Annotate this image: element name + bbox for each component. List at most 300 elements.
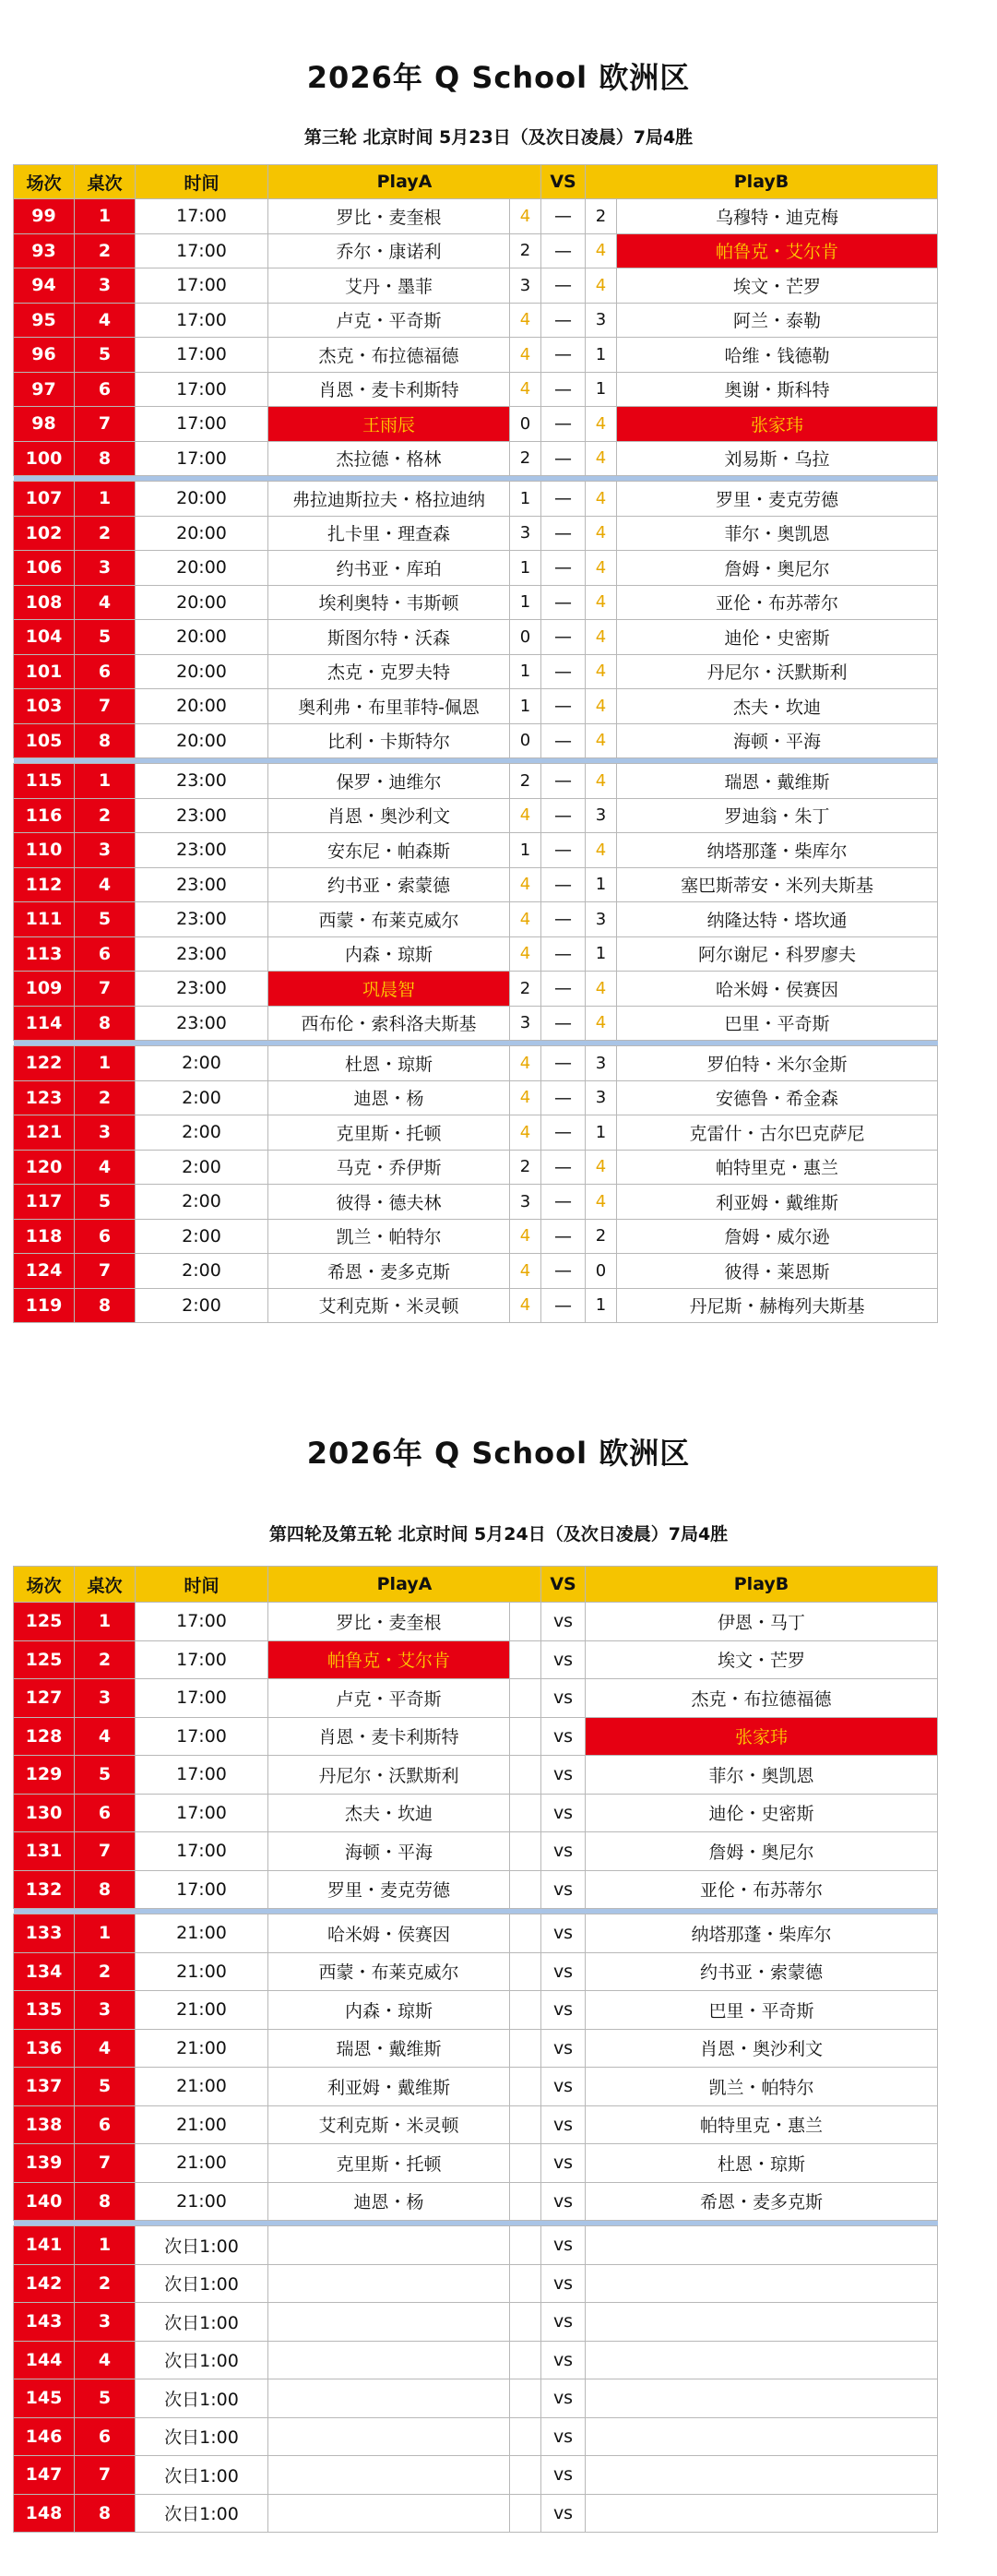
player-a-name: 彼得・德夫林 xyxy=(268,1185,510,1220)
match-time: 23:00 xyxy=(136,833,268,868)
match-number: 112 xyxy=(14,867,75,902)
player-b-name xyxy=(586,2494,938,2533)
player-b-name xyxy=(586,2379,938,2418)
player-b-name: 肖恩・奥沙利文 xyxy=(586,2029,938,2068)
player-a-score xyxy=(510,2029,541,2068)
match-time: 20:00 xyxy=(136,654,268,689)
table-number: 5 xyxy=(75,902,136,937)
table-number: 5 xyxy=(75,1185,136,1220)
player-a-score: 4 xyxy=(510,199,541,234)
player-a-name xyxy=(268,2494,510,2533)
table-row xyxy=(14,1870,938,1909)
table-number: 2 xyxy=(75,233,136,268)
match-number: 141 xyxy=(14,2226,75,2265)
vs-dash: — xyxy=(541,1046,586,1081)
match-number: 97 xyxy=(14,372,75,407)
player-a-name: 杰拉德・格林 xyxy=(268,441,510,476)
vs-dash: — xyxy=(541,972,586,1007)
match-number: 114 xyxy=(14,1006,75,1041)
match-number: 101 xyxy=(14,654,75,689)
match-time: 21:00 xyxy=(136,1991,268,2030)
table-row xyxy=(14,482,938,517)
match-time: 20:00 xyxy=(136,551,268,586)
match-number: 136 xyxy=(14,2029,75,2068)
table-row xyxy=(14,2264,938,2303)
player-a-name: 杜恩・琼斯 xyxy=(268,1046,510,1081)
table-row xyxy=(14,2379,938,2418)
player-a-name: 肖恩・麦卡利斯特 xyxy=(268,372,510,407)
table-row xyxy=(14,833,938,868)
match-time: 次日1:00 xyxy=(136,2264,268,2303)
player-a-name: 扎卡里・理查森 xyxy=(268,516,510,551)
player-a-name: 奥利弗・布里菲特-佩恩 xyxy=(268,689,510,724)
match-time: 2:00 xyxy=(136,1254,268,1289)
match-number: 132 xyxy=(14,1870,75,1909)
player-a-score xyxy=(510,2105,541,2144)
table-number: 7 xyxy=(75,407,136,442)
player-b-score: 2 xyxy=(586,199,617,234)
match-time: 次日1:00 xyxy=(136,2494,268,2533)
player-b-score: 4 xyxy=(586,723,617,758)
match-time: 21:00 xyxy=(136,2144,268,2183)
player-b-name: 詹姆・威尔逊 xyxy=(617,1219,938,1254)
player-a-score: 4 xyxy=(510,1219,541,1254)
player-b-name: 彼得・莱恩斯 xyxy=(617,1254,938,1289)
player-b-score: 4 xyxy=(586,407,617,442)
table-number: 7 xyxy=(75,689,136,724)
vs-label: vs xyxy=(541,2494,586,2533)
player-a-score: 2 xyxy=(510,1150,541,1185)
table-number: 4 xyxy=(75,585,136,620)
table-number: 1 xyxy=(75,764,136,799)
table-row xyxy=(14,2144,938,2183)
table-number: 7 xyxy=(75,1832,136,1871)
vs-dash: — xyxy=(541,1254,586,1289)
table-number: 6 xyxy=(75,372,136,407)
player-b-name: 海顿・平海 xyxy=(617,723,938,758)
vs-dash: — xyxy=(541,620,586,655)
player-b-score: 1 xyxy=(586,1288,617,1323)
player-a-name: 卢克・平奇斯 xyxy=(268,303,510,338)
vs-dash: — xyxy=(541,441,586,476)
match-time: 17:00 xyxy=(136,233,268,268)
match-number: 99 xyxy=(14,199,75,234)
player-b-name: 乌穆特・迪克梅 xyxy=(617,199,938,234)
match-time: 21:00 xyxy=(136,2105,268,2144)
player-a-name: 罗里・麦克劳德 xyxy=(268,1870,510,1909)
vs-dash: — xyxy=(541,798,586,833)
match-number: 95 xyxy=(14,303,75,338)
table-number: 7 xyxy=(75,2144,136,2183)
table-number: 5 xyxy=(75,1756,136,1795)
match-number: 147 xyxy=(14,2456,75,2495)
player-b-score: 4 xyxy=(586,482,617,517)
player-a-name: 希恩・麦多克斯 xyxy=(268,1254,510,1289)
match-time: 23:00 xyxy=(136,972,268,1007)
match-number: 116 xyxy=(14,798,75,833)
match-time: 次日1:00 xyxy=(136,2417,268,2456)
player-b-name: 丹尼尔・沃默斯利 xyxy=(617,654,938,689)
match-time: 21:00 xyxy=(136,1914,268,1953)
match-time: 17:00 xyxy=(136,1756,268,1795)
player-b-name: 安德鲁・希金森 xyxy=(617,1080,938,1115)
table-row xyxy=(14,2226,938,2265)
player-b-name: 杰夫・坎迪 xyxy=(617,689,938,724)
table-number: 6 xyxy=(75,654,136,689)
player-a-name: 利亚姆・戴维斯 xyxy=(268,2068,510,2106)
match-number: 144 xyxy=(14,2341,75,2379)
table-number: 4 xyxy=(75,2341,136,2379)
match-time: 17:00 xyxy=(136,1717,268,1756)
table-number: 2 xyxy=(75,798,136,833)
match-time: 21:00 xyxy=(136,2182,268,2221)
vs-label: vs xyxy=(541,1756,586,1795)
player-a-score: 4 xyxy=(510,372,541,407)
vs-dash: — xyxy=(541,1115,586,1151)
match-number: 108 xyxy=(14,585,75,620)
player-b-score: 4 xyxy=(586,833,617,868)
table-row xyxy=(14,936,938,972)
match-number: 102 xyxy=(14,516,75,551)
table-number: 6 xyxy=(75,2105,136,2144)
player-a-score xyxy=(510,1870,541,1909)
round3-schedule-table xyxy=(13,164,938,1323)
table-number: 3 xyxy=(75,1115,136,1151)
table-number: 8 xyxy=(75,2182,136,2221)
player-a-score xyxy=(510,2182,541,2221)
player-b-name: 张家玮 xyxy=(586,1717,938,1756)
table-row xyxy=(14,620,938,655)
player-a-score xyxy=(510,1756,541,1795)
vs-dash: — xyxy=(541,654,586,689)
round4-subtitle: 第四轮及第五轮 北京时间 5月24日（及次日凌晨）7局4胜 xyxy=(268,1524,729,1544)
player-b-name: 张家玮 xyxy=(617,407,938,442)
player-a-name: 约书亚・库珀 xyxy=(268,551,510,586)
vs-label: vs xyxy=(541,2264,586,2303)
header-time: 时间 xyxy=(136,1567,268,1603)
match-time: 17:00 xyxy=(136,372,268,407)
player-b-score: 4 xyxy=(586,689,617,724)
player-b-score: 2 xyxy=(586,1219,617,1254)
match-time: 23:00 xyxy=(136,1006,268,1041)
table-row xyxy=(14,199,938,234)
player-a-score xyxy=(510,1914,541,1953)
player-a-score: 4 xyxy=(510,1254,541,1289)
player-a-score: 2 xyxy=(510,764,541,799)
table-row xyxy=(14,1150,938,1185)
match-number: 122 xyxy=(14,1046,75,1081)
player-b-name: 瑞恩・戴维斯 xyxy=(617,764,938,799)
match-time: 20:00 xyxy=(136,482,268,517)
match-number: 128 xyxy=(14,1717,75,1756)
player-b-name: 纳塔那蓬・柴库尔 xyxy=(586,1914,938,1953)
vs-label: vs xyxy=(541,1832,586,1871)
header-vs: VS xyxy=(541,1567,586,1603)
match-time: 17:00 xyxy=(136,338,268,373)
table-row xyxy=(14,1006,938,1041)
vs-dash: — xyxy=(541,764,586,799)
player-a-name: 安东尼・帕森斯 xyxy=(268,833,510,868)
player-a-score: 3 xyxy=(510,1185,541,1220)
table-row xyxy=(14,516,938,551)
player-b-name: 克雷什・古尔巴克萨尼 xyxy=(617,1115,938,1151)
match-time: 23:00 xyxy=(136,936,268,972)
player-b-name: 杰克・布拉德福德 xyxy=(586,1679,938,1718)
match-number: 113 xyxy=(14,936,75,972)
player-a-name: 克里斯・托顿 xyxy=(268,1115,510,1151)
table-row xyxy=(14,303,938,338)
match-number: 93 xyxy=(14,233,75,268)
table-row xyxy=(14,1640,938,1679)
player-b-name: 埃文・芒罗 xyxy=(586,1640,938,1679)
table-row xyxy=(14,268,938,304)
table-row xyxy=(14,689,938,724)
vs-dash: — xyxy=(541,1150,586,1185)
header-player-b: PlayB xyxy=(586,1567,938,1603)
table-row xyxy=(14,2341,938,2379)
player-b-name: 亚伦・布苏蒂尔 xyxy=(617,585,938,620)
player-a-score xyxy=(510,2303,541,2342)
player-a-name: 马克・乔伊斯 xyxy=(268,1150,510,1185)
vs-label: vs xyxy=(541,2303,586,2342)
player-a-score xyxy=(510,1991,541,2030)
match-number: 107 xyxy=(14,482,75,517)
match-time: 20:00 xyxy=(136,516,268,551)
vs-label: vs xyxy=(541,2417,586,2456)
table-number: 2 xyxy=(75,516,136,551)
match-time: 次日1:00 xyxy=(136,2341,268,2379)
vs-dash: — xyxy=(541,902,586,937)
match-number: 140 xyxy=(14,2182,75,2221)
vs-dash: — xyxy=(541,372,586,407)
player-a-score: 4 xyxy=(510,1288,541,1323)
table-row xyxy=(14,1046,938,1081)
table-row xyxy=(14,1603,938,1641)
match-time: 17:00 xyxy=(136,1870,268,1909)
match-time: 21:00 xyxy=(136,2029,268,2068)
table-number: 8 xyxy=(75,2494,136,2533)
vs-label: vs xyxy=(541,2341,586,2379)
player-a-name: 迪恩・杨 xyxy=(268,2182,510,2221)
player-b-score: 4 xyxy=(586,516,617,551)
match-time: 2:00 xyxy=(136,1288,268,1323)
player-b-name: 巴里・平奇斯 xyxy=(617,1006,938,1041)
player-b-name: 利亚姆・戴维斯 xyxy=(617,1185,938,1220)
vs-dash: — xyxy=(541,723,586,758)
player-a-name: 艾丹・墨菲 xyxy=(268,268,510,304)
table-row xyxy=(14,2068,938,2106)
vs-label: vs xyxy=(541,1640,586,1679)
player-a-score: 2 xyxy=(510,441,541,476)
table-row xyxy=(14,972,938,1007)
player-b-name: 丹尼斯・赫梅列夫斯基 xyxy=(617,1288,938,1323)
vs-dash: — xyxy=(541,936,586,972)
table-number: 3 xyxy=(75,268,136,304)
player-a-name xyxy=(268,2379,510,2418)
match-time: 2:00 xyxy=(136,1150,268,1185)
vs-dash: — xyxy=(541,585,586,620)
table-number: 8 xyxy=(75,441,136,476)
round4-title: 2026年 Q School 欧洲区 xyxy=(306,1436,691,1471)
table-number: 2 xyxy=(75,2264,136,2303)
vs-dash: — xyxy=(541,199,586,234)
player-a-score: 4 xyxy=(510,1115,541,1151)
player-b-score: 4 xyxy=(586,1006,617,1041)
player-b-name: 阿尔谢尼・科罗廖夫 xyxy=(617,936,938,972)
player-b-name xyxy=(586,2226,938,2265)
vs-label: vs xyxy=(541,2144,586,2183)
table-number: 1 xyxy=(75,1603,136,1641)
table-number: 7 xyxy=(75,2456,136,2495)
header-table: 桌次 xyxy=(75,165,136,199)
vs-label: vs xyxy=(541,2068,586,2106)
table-number: 4 xyxy=(75,1717,136,1756)
table-number: 3 xyxy=(75,2303,136,2342)
table-row xyxy=(14,551,938,586)
match-number: 129 xyxy=(14,1756,75,1795)
player-a-name: 西蒙・布莱克威尔 xyxy=(268,902,510,937)
player-a-name xyxy=(268,2264,510,2303)
player-a-score: 2 xyxy=(510,233,541,268)
player-a-score: 3 xyxy=(510,268,541,304)
player-a-name: 西布伦・索科洛夫斯基 xyxy=(268,1006,510,1041)
round4-schedule-table xyxy=(13,1566,938,2533)
player-b-score: 3 xyxy=(586,1046,617,1081)
player-a-name: 弗拉迪斯拉夫・格拉迪纳 xyxy=(268,482,510,517)
table-number: 2 xyxy=(75,1640,136,1679)
match-time: 17:00 xyxy=(136,441,268,476)
player-a-name: 迪恩・杨 xyxy=(268,1080,510,1115)
player-a-score: 1 xyxy=(510,482,541,517)
match-number: 106 xyxy=(14,551,75,586)
table-row xyxy=(14,798,938,833)
table-row xyxy=(14,1219,938,1254)
player-b-name: 罗伯特・米尔金斯 xyxy=(617,1046,938,1081)
match-time: 23:00 xyxy=(136,764,268,799)
table-row xyxy=(14,1794,938,1832)
vs-label: vs xyxy=(541,1952,586,1991)
player-a-name: 艾利克斯・米灵顿 xyxy=(268,2105,510,2144)
match-time: 17:00 xyxy=(136,199,268,234)
player-b-name xyxy=(586,2264,938,2303)
vs-label: vs xyxy=(541,1870,586,1909)
match-time: 17:00 xyxy=(136,1832,268,1871)
table-number: 2 xyxy=(75,1080,136,1115)
match-time: 23:00 xyxy=(136,867,268,902)
player-b-score: 4 xyxy=(586,654,617,689)
player-b-score: 1 xyxy=(586,867,617,902)
player-b-name: 希恩・麦多克斯 xyxy=(586,2182,938,2221)
player-a-name: 比利・卡斯特尔 xyxy=(268,723,510,758)
table-row xyxy=(14,2456,938,2495)
vs-label: vs xyxy=(541,1794,586,1832)
player-a-score xyxy=(510,2494,541,2533)
vs-dash: — xyxy=(541,833,586,868)
player-b-score: 4 xyxy=(586,268,617,304)
table-row xyxy=(14,2105,938,2144)
header-vs: VS xyxy=(541,165,586,199)
match-time: 17:00 xyxy=(136,1603,268,1641)
player-b-name: 杜恩・琼斯 xyxy=(586,2144,938,2183)
match-number: 124 xyxy=(14,1254,75,1289)
player-a-name: 王雨辰 xyxy=(268,407,510,442)
player-a-name: 斯图尔特・沃森 xyxy=(268,620,510,655)
player-b-name: 亚伦・布苏蒂尔 xyxy=(586,1870,938,1909)
player-a-score: 1 xyxy=(510,585,541,620)
match-time: 次日1:00 xyxy=(136,2303,268,2342)
table-number: 4 xyxy=(75,867,136,902)
player-a-score xyxy=(510,1832,541,1871)
vs-dash: — xyxy=(541,303,586,338)
table-number: 1 xyxy=(75,2226,136,2265)
match-number: 142 xyxy=(14,2264,75,2303)
table-row xyxy=(14,1080,938,1115)
table-row xyxy=(14,1991,938,2030)
round3-title: 2026年 Q School 欧洲区 xyxy=(306,60,691,95)
player-a-score: 4 xyxy=(510,798,541,833)
player-a-name: 罗比・麦奎根 xyxy=(268,1603,510,1641)
table-number: 4 xyxy=(75,2029,136,2068)
player-a-name: 肖恩・麦卡利斯特 xyxy=(268,1717,510,1756)
table-row xyxy=(14,338,938,373)
player-b-score: 1 xyxy=(586,338,617,373)
match-number: 111 xyxy=(14,902,75,937)
vs-dash: — xyxy=(541,1080,586,1115)
player-b-name: 菲尔・奥凯恩 xyxy=(586,1756,938,1795)
table-number: 5 xyxy=(75,2379,136,2418)
player-a-name: 约书亚・索蒙德 xyxy=(268,867,510,902)
table-number: 6 xyxy=(75,2417,136,2456)
vs-label: vs xyxy=(541,1679,586,1718)
table-number: 8 xyxy=(75,1870,136,1909)
player-a-score xyxy=(510,1603,541,1641)
player-b-score: 4 xyxy=(586,551,617,586)
player-a-name: 哈米姆・侯赛因 xyxy=(268,1914,510,1953)
player-a-name: 艾利克斯・米灵顿 xyxy=(268,1288,510,1323)
header-time: 时间 xyxy=(136,165,268,199)
table-row xyxy=(14,1679,938,1718)
player-a-score: 3 xyxy=(510,516,541,551)
player-a-score: 3 xyxy=(510,1006,541,1041)
table-row xyxy=(14,1717,938,1756)
match-number: 125 xyxy=(14,1640,75,1679)
vs-dash: — xyxy=(541,689,586,724)
vs-label: vs xyxy=(541,1991,586,2030)
player-b-score: 1 xyxy=(586,372,617,407)
player-a-score xyxy=(510,1952,541,1991)
player-b-name: 迪伦・史密斯 xyxy=(617,620,938,655)
table-row xyxy=(14,233,938,268)
vs-label: vs xyxy=(541,2029,586,2068)
vs-label: vs xyxy=(541,2105,586,2144)
player-b-name: 阿兰・泰勒 xyxy=(617,303,938,338)
table-number: 1 xyxy=(75,199,136,234)
player-b-name: 约书亚・索蒙德 xyxy=(586,1952,938,1991)
vs-dash: — xyxy=(541,551,586,586)
player-b-name: 迪伦・史密斯 xyxy=(586,1794,938,1832)
table-number: 3 xyxy=(75,1679,136,1718)
table-row xyxy=(14,407,938,442)
match-number: 125 xyxy=(14,1603,75,1641)
vs-dash: — xyxy=(541,516,586,551)
player-b-name: 罗迪翁・朱丁 xyxy=(617,798,938,833)
match-number: 120 xyxy=(14,1150,75,1185)
table-row xyxy=(14,723,938,758)
vs-dash: — xyxy=(541,482,586,517)
table-number: 3 xyxy=(75,551,136,586)
table-row xyxy=(14,654,938,689)
player-a-score xyxy=(510,2226,541,2265)
